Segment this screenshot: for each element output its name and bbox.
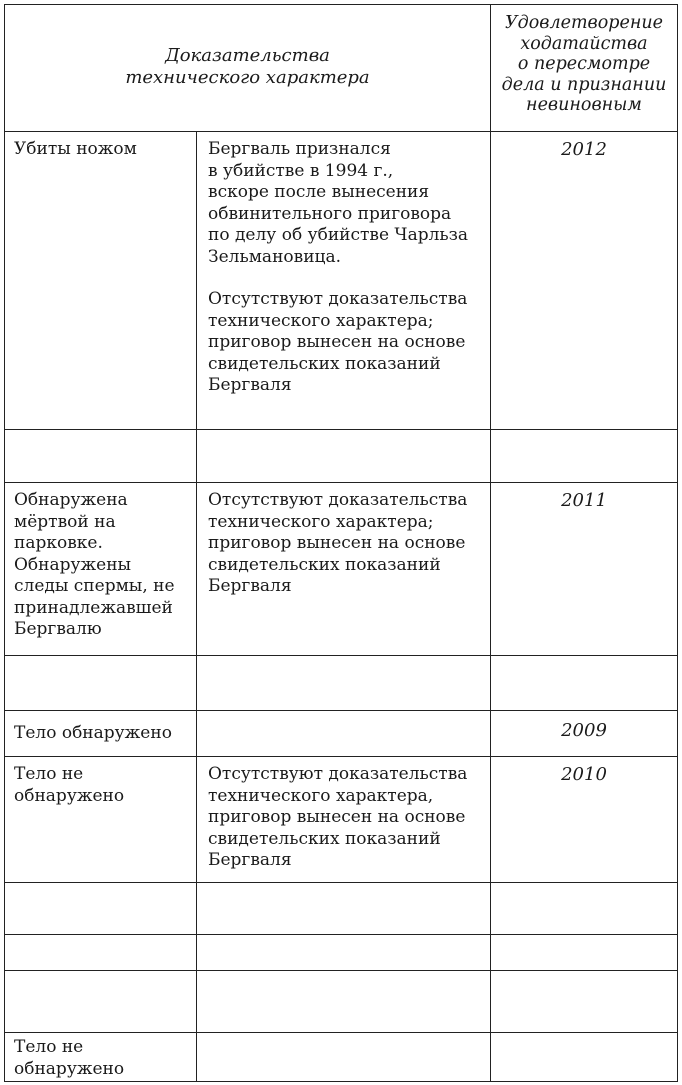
exoneration-header: Удовлетворение ходатайства о пересмотре дела и признании невиновным <box>501 13 667 115</box>
exoneration-year <box>491 971 677 1032</box>
table-row <box>5 971 677 1033</box>
exoneration-year: 2012 <box>561 139 607 160</box>
exoneration-year: 2010 <box>561 764 607 785</box>
evidence-cell <box>197 883 491 934</box>
exoneration-year <box>491 1033 677 1081</box>
evidence-cell: Отсутствуют доказательства технического характера; приговор вынесен на основе свидетельских показаний Бергваля <box>197 483 491 655</box>
circumstance-cell <box>5 883 197 934</box>
circumstance-cell <box>5 656 197 710</box>
evidence-cell <box>197 711 491 756</box>
table-row <box>5 935 677 971</box>
evidence-paragraph: Отсутствуют доказательства технического характера; приговор вынесен на основе свидетельских показаний Бергваля <box>208 289 468 395</box>
table-row <box>5 483 677 656</box>
table-row <box>5 132 677 430</box>
evidence-cell: Отсутствуют доказательства технического характера, приговор вынесен на основе свидетельских показаний Бергваля <box>197 757 491 882</box>
exoneration-year <box>491 883 677 934</box>
evidence-cell <box>197 430 491 482</box>
exoneration-year <box>491 935 677 970</box>
exoneration-header-cell <box>491 5 677 131</box>
circumstance-cell <box>5 935 197 970</box>
case-table <box>4 4 678 1082</box>
circumstance-cell: Убиты ножом <box>5 132 197 429</box>
evidence-cell <box>197 971 491 1032</box>
evidence-cell <box>197 656 491 710</box>
evidence-cell <box>197 132 491 429</box>
evidence-header-cell <box>5 5 491 131</box>
circumstance-cell: Тело не обнаружено <box>5 1033 197 1081</box>
exoneration-year: 2011 <box>561 490 607 511</box>
table-row <box>5 757 677 883</box>
exoneration-year <box>491 430 677 482</box>
circumstance-cell: Обнаружена мёртвой на парковке. Обнаружены следы спермы, не принадлежавшей Бергвалю <box>5 483 197 655</box>
evidence-cell <box>197 935 491 970</box>
circumstance-cell: Тело обнаружено <box>5 711 197 756</box>
circumstance-cell: Тело не обнаружено <box>5 757 197 882</box>
header-row <box>5 5 677 132</box>
evidence-cell <box>197 1033 491 1081</box>
circumstance-cell <box>5 971 197 1032</box>
circumstance-cell <box>5 430 197 482</box>
table-row <box>5 711 677 757</box>
table-row <box>5 430 677 483</box>
table-row <box>5 883 677 935</box>
table-row <box>5 656 677 711</box>
exoneration-year <box>491 656 677 710</box>
evidence-header: Доказательства технического характера <box>125 45 370 88</box>
table-row <box>5 1033 677 1081</box>
evidence-paragraph: Бергваль признался в убийстве в 1994 г., вскоре после вынесения обвинительного приговора по делу об убийстве Чарльза Зельмановица. <box>208 139 469 267</box>
exoneration-year: 2009 <box>561 720 607 741</box>
